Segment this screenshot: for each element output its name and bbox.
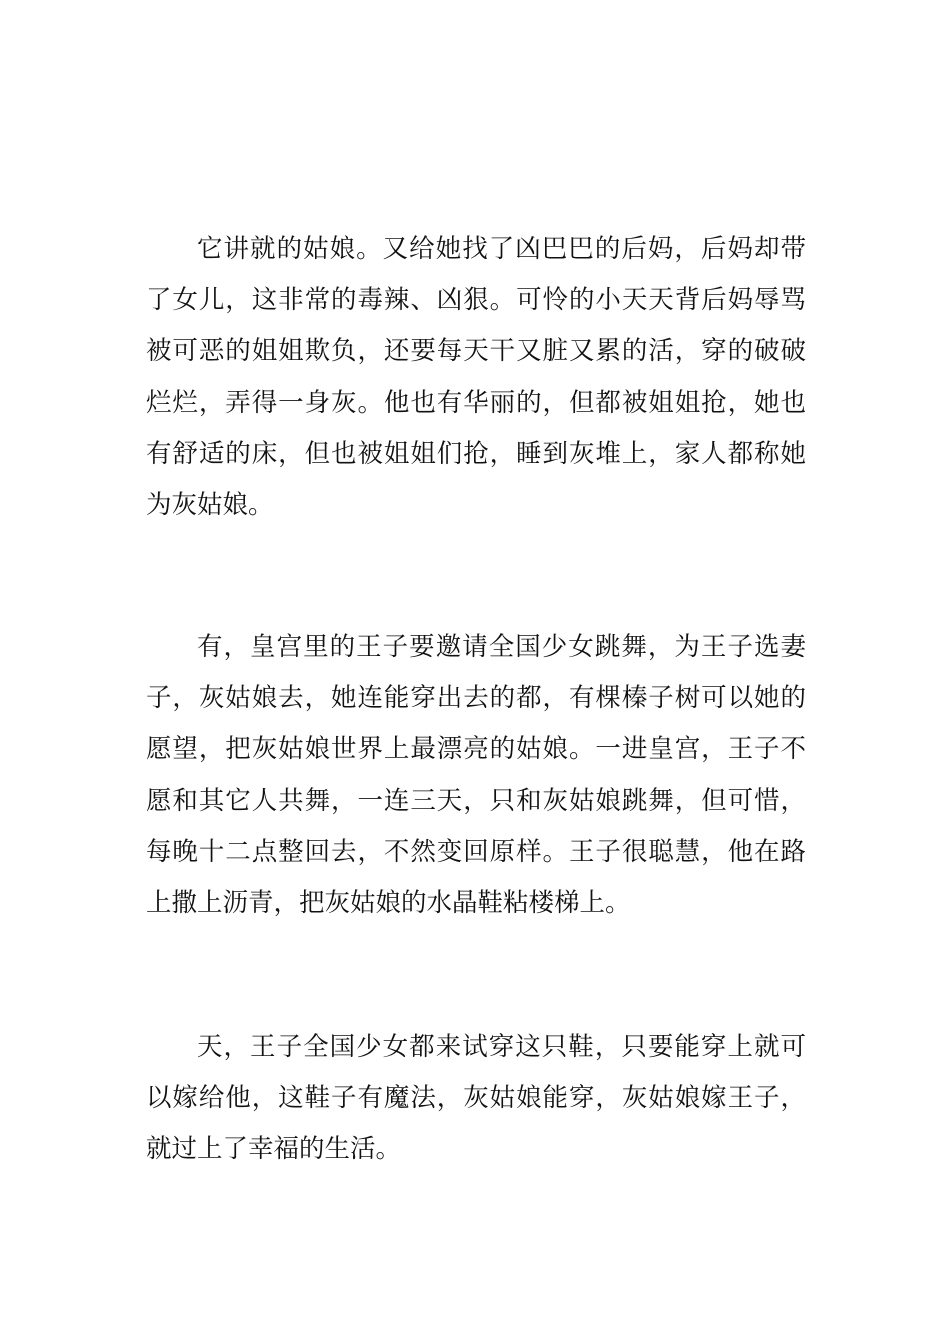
paragraph-1: 它讲就的姑娘。又给她找了凶巴巴的后妈，后妈却带了女儿，这非常的毒辣、凶狠。可怜的小天天背后妈辱骂被可恶的姐姐欺负，还要每天干又脏又累的活，穿的破破烂烂，弄得一身灰。他也有华丽的，但都被姐姐抢，她也有舒适的床，但也被姐姐们抢，睡到灰堆上，家人都称她为灰姑娘。 — [146, 234, 806, 521]
paragraph-3: 天，王子全国少女都来试穿这只鞋，只要能穿上就可以嫁给他，这鞋子有魔法，灰姑娘能穿，灰姑娘嫁王子，就过上了幸福的生活。 — [146, 1032, 806, 1165]
paragraph-2: 有，皇宫里的王子要邀请全国少女跳舞，为王子选妻子，灰姑娘去，她连能穿出去的都，有棵榛子树可以她的愿望，把灰姑娘世界上最漂亮的姑娘。一进皇宫，王子不愿和其它人共舞，一连三天，只和灰姑娘跳舞，但可惜，每晚十二点整回去，不然变回原样。王子很聪慧，他在路上撒上沥青，把灰姑娘的水晶鞋粘楼梯上。 — [146, 632, 806, 919]
